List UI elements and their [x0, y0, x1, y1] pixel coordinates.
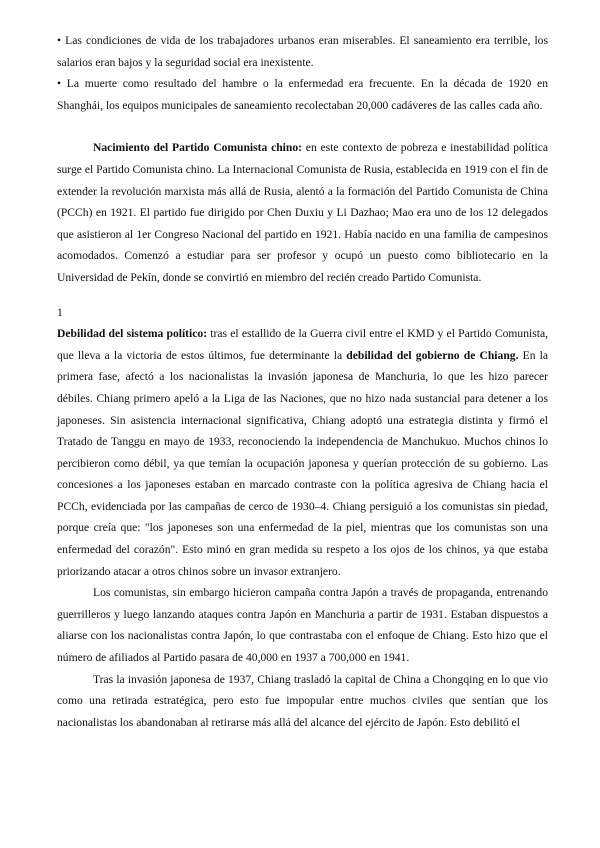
- bullet-point: • Las condiciones de vida de los trabajadores urbanos eran miserables. El saneamiento era terrible, los salarios eran bajos y la seguridad social era inexistente.: [57, 34, 548, 69]
- paragraph-invasion: Tras la invasión japonesa de 1937, Chiang trasladó la capital de China a Chongqing en lo que vio como una retirada estratégica, pero esto fue impopular entre muchos civiles que sentían que los nacionalistas los abandonaban al retirarse más allá del alcance del ejército de Japón. Esto debilitó el: [57, 672, 548, 729]
- paragraph-debilidad: [57, 323, 548, 582]
- paragraph-text: tras el estallido de la Guerra civil entre el KMD y el Partido Comunista, que lleva a la victoria de estos últimos, fue determinante la: [57, 327, 548, 362]
- spacer: [57, 116, 548, 137]
- section-heading: Nacimiento del Partido Comunista chino:: [93, 141, 303, 155]
- paragraph-comunistas: Los comunistas, sin embargo hicieron campaña contra Japón a través de propaganda, entrenando guerrilleros y luego lanzando ataques contra Japón en Manchuria a partir de 1931. Estaban dispuestos a aliarse con los nacionalistas contra Japón, lo que contrastaba con el enfoque de Chiang. Esto hizo que el número de afiliados al Partido pasara de 40,000 en 1937 a 700,000 en 1941.: [57, 586, 548, 665]
- paragraph-text: en este contexto de pobreza e inestabilidad política surge el Partido Comunista chino. La Internacional Comunista de Rusia, establecida en 1919 con el fin de extender la revolución marxista más allá de Rusia, alentó a la formación del Partido Comunista de China (PCCh) en 1921. El partido fue dirigido por Chen Duxiu y Li Dazhao; Mao era uno de los 12 delegados que asistieron al 1er Congreso Nacional del partido en 1921. Había nacido en una familia de campesinos acomodados. Comenzó a estudiar para ser profesor y ocupó un puesto como bibliotecario en la Universidad de Pekín, donde se convirtió en miembro del recién creado Partido Comunista.: [57, 141, 548, 284]
- bullet-point: • La muerte como resultado del hambre o la enfermedad era frecuente. En la década de 1920 en Shanghái, los equipos municipales de saneamiento recolectaban 20,000 cadáveres de las calles cada año.: [57, 77, 548, 112]
- section-heading: Debilidad del sistema político:: [57, 327, 208, 341]
- page-number: 1: [57, 305, 63, 319]
- paragraph-partido-comunista: [57, 137, 548, 288]
- spacer: [57, 289, 548, 302]
- paragraph-text: En la primera fase, afectó a los nacionalistas la invasión japonesa de Manchuria, lo que les hizo parecer débiles. Chiang primero apeló a la Liga de las Naciones, que no hizo nada sustancial para detener a los japoneses. Sin asistencia internacional significativa, Chiang adoptó una estrategia distinta y firmó el Tratado de Tanggu en mayo de 1933, reconociendo la independencia de Manchukuo. Muchos chinos lo percibieron como débil, ya que temían la ocupación japonesa y querían protección de su gobierno. Las concesiones a los japoneses estaban en marcado contraste con la política agresiva de Chiang hacia el PCCh, evidenciada por las campañas de cerco de 1930–4. Chiang persiguió a los comunistas sin piedad, porque creía que: "los japoneses son una enfermedad de la piel, mientras que los comunistas son una enfermedad del corazón". Esto minó en gran medida su respeto a los ojos de los chinos, ya que estaba priorizando atacar a otros chinos sobre un invasor extranjero.: [57, 348, 549, 578]
- emphasis-text: debilidad del gobierno de Chiang.: [346, 348, 519, 362]
